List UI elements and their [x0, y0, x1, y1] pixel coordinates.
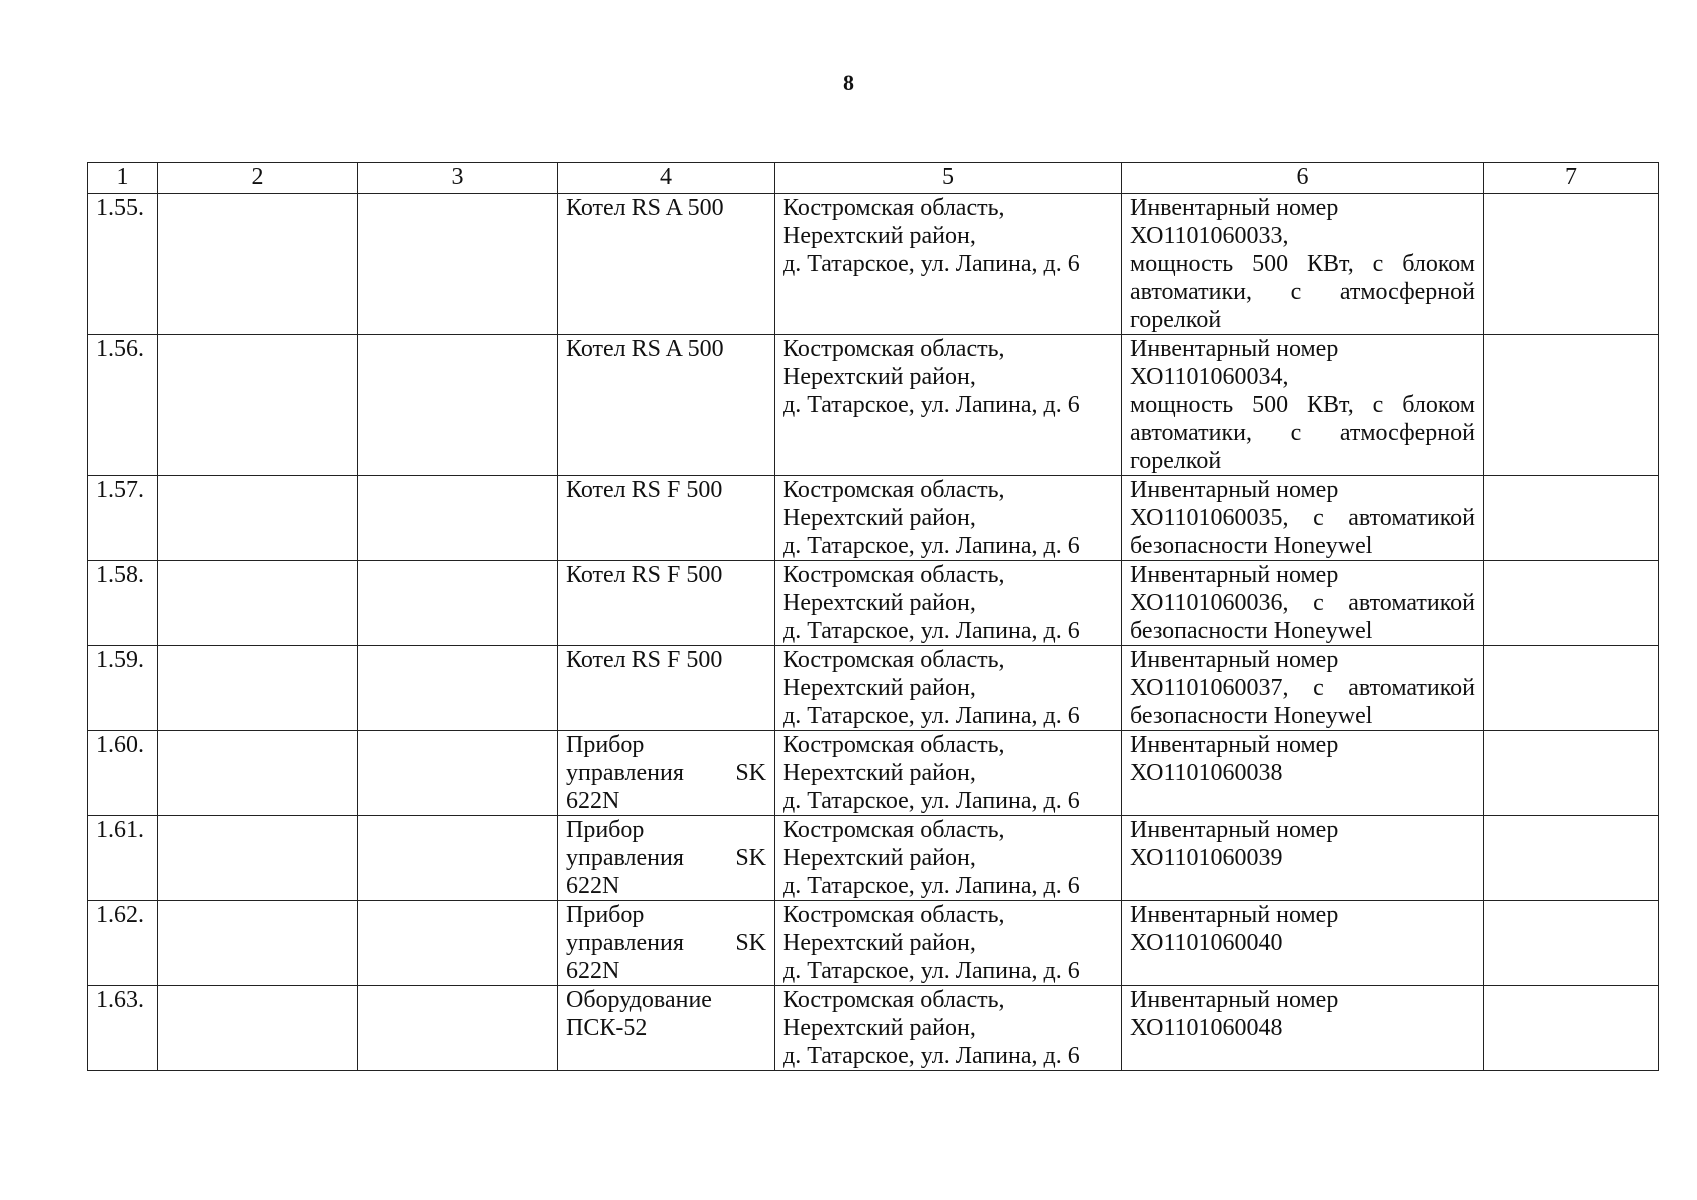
table-row — [88, 816, 1659, 901]
object-address — [775, 335, 1122, 476]
column-3-cell — [358, 901, 558, 986]
column-2-cell — [158, 194, 358, 335]
description-line: ХО1101060039 — [1130, 845, 1283, 871]
column-3-cell — [358, 816, 558, 901]
column-7-cell — [1484, 986, 1659, 1071]
column-7-cell — [1484, 561, 1659, 646]
column-number: 3 — [358, 163, 558, 194]
table-row — [88, 476, 1659, 561]
object-address — [775, 986, 1122, 1071]
column-3-cell — [358, 476, 558, 561]
description-line: Инвентарный номер — [1130, 195, 1339, 221]
object-address — [775, 561, 1122, 646]
column-number: 4 — [558, 163, 775, 194]
description-line: ХО1101060033, — [1130, 223, 1289, 249]
column-3-cell — [358, 646, 558, 731]
address-line: Нерехтский район, — [783, 590, 976, 616]
column-7-cell — [1484, 731, 1659, 816]
object-name: Котел RS F 500 — [558, 646, 775, 731]
address-line: Костромская область, — [783, 336, 1005, 362]
object-address — [775, 901, 1122, 986]
column-number-row — [88, 163, 1659, 194]
description-line: Инвентарный номер — [1130, 732, 1339, 758]
address-line: Костромская область, — [783, 987, 1005, 1013]
object-description — [1122, 901, 1484, 986]
row-number: 1.61. — [88, 816, 158, 901]
address-line: д. Татарское, ул. Лапина, д. 6 — [783, 788, 1080, 814]
object-name: Прибор управления SK 622N — [558, 731, 775, 816]
row-number: 1.63. — [88, 986, 158, 1071]
table-row — [88, 646, 1659, 731]
object-name: Прибор управления SK 622N — [558, 816, 775, 901]
object-name: Котел RS A 500 — [558, 335, 775, 476]
object-name: Прибор управления SK 622N — [558, 901, 775, 986]
page-number: 8 — [843, 70, 854, 95]
column-3-cell — [358, 194, 558, 335]
column-3-cell — [358, 986, 558, 1071]
property-table — [87, 162, 1659, 1071]
object-address — [775, 194, 1122, 335]
object-address — [775, 476, 1122, 561]
description-line: мощность 500 КВт, с блоком автоматики, с атмосферной горелкой — [1130, 251, 1475, 333]
column-number: 6 — [1122, 163, 1484, 194]
object-name: Котел RS A 500 — [558, 194, 775, 335]
column-3-cell — [358, 561, 558, 646]
description-line: ХО1101060036, с автоматикой безопасности Honeywel — [1130, 590, 1475, 644]
column-7-cell — [1484, 646, 1659, 731]
row-number: 1.59. — [88, 646, 158, 731]
description-line: Инвентарный номер — [1130, 902, 1339, 928]
table-row — [88, 731, 1659, 816]
description-line: мощность 500 КВт, с блоком автоматики, с атмосферной горелкой — [1130, 392, 1475, 474]
address-line: д. Татарское, ул. Лапина, д. 6 — [783, 703, 1080, 729]
object-name: Котел RS F 500 — [558, 476, 775, 561]
row-number: 1.62. — [88, 901, 158, 986]
column-2-cell — [158, 335, 358, 476]
object-description — [1122, 986, 1484, 1071]
column-2-cell — [158, 476, 358, 561]
column-7-cell — [1484, 335, 1659, 476]
address-line: д. Татарское, ул. Лапина, д. 6 — [783, 392, 1080, 418]
address-line: д. Татарское, ул. Лапина, д. 6 — [783, 251, 1080, 277]
column-7-cell — [1484, 194, 1659, 335]
object-description — [1122, 194, 1484, 335]
row-number: 1.60. — [88, 731, 158, 816]
column-number: 7 — [1484, 163, 1659, 194]
table-row — [88, 194, 1659, 335]
column-2-cell — [158, 986, 358, 1071]
address-line: д. Татарское, ул. Лапина, д. 6 — [783, 533, 1080, 559]
description-line: Инвентарный номер — [1130, 987, 1339, 1013]
address-line: д. Татарское, ул. Лапина, д. 6 — [783, 1043, 1080, 1069]
column-3-cell — [358, 731, 558, 816]
address-line: Костромская область, — [783, 477, 1005, 503]
description-line: Инвентарный номер — [1130, 336, 1339, 362]
column-3-cell — [358, 335, 558, 476]
object-description — [1122, 561, 1484, 646]
object-description — [1122, 816, 1484, 901]
description-line: Инвентарный номер — [1130, 477, 1339, 503]
address-line: Костромская область, — [783, 732, 1005, 758]
row-number: 1.56. — [88, 335, 158, 476]
address-line: д. Татарское, ул. Лапина, д. 6 — [783, 958, 1080, 984]
address-line: Костромская область, — [783, 195, 1005, 221]
description-line: Инвентарный номер — [1130, 647, 1339, 673]
description-line: Инвентарный номер — [1130, 562, 1339, 588]
address-line: Нерехтский район, — [783, 505, 976, 531]
object-name: Оборудование ПСК-52 — [558, 986, 775, 1071]
address-line: Нерехтский район, — [783, 675, 976, 701]
column-2-cell — [158, 901, 358, 986]
description-line: Инвентарный номер — [1130, 817, 1339, 843]
column-2-cell — [158, 561, 358, 646]
address-line: Нерехтский район, — [783, 845, 976, 871]
column-2-cell — [158, 646, 358, 731]
column-7-cell — [1484, 901, 1659, 986]
column-2-cell — [158, 816, 358, 901]
address-line: д. Татарское, ул. Лапина, д. 6 — [783, 618, 1080, 644]
address-line: Нерехтский район, — [783, 1015, 976, 1041]
column-7-cell — [1484, 476, 1659, 561]
description-line: ХО1101060038 — [1130, 760, 1283, 786]
column-number: 5 — [775, 163, 1122, 194]
object-description — [1122, 731, 1484, 816]
object-address — [775, 646, 1122, 731]
object-address — [775, 731, 1122, 816]
row-number: 1.57. — [88, 476, 158, 561]
object-address — [775, 816, 1122, 901]
table-row — [88, 335, 1659, 476]
object-description — [1122, 476, 1484, 561]
address-line: Костромская область, — [783, 817, 1005, 843]
row-number: 1.58. — [88, 561, 158, 646]
column-2-cell — [158, 731, 358, 816]
column-7-cell — [1484, 816, 1659, 901]
description-line: ХО1101060034, — [1130, 364, 1289, 390]
description-line: ХО1101060035, с автоматикой безопасности Honeywel — [1130, 505, 1475, 559]
description-line: ХО1101060037, с автоматикой безопасности Honeywel — [1130, 675, 1475, 729]
description-line: ХО1101060048 — [1130, 1015, 1283, 1041]
address-line: Нерехтский район, — [783, 223, 976, 249]
object-description — [1122, 646, 1484, 731]
address-line: Нерехтский район, — [783, 364, 976, 390]
address-line: Нерехтский район, — [783, 760, 976, 786]
address-line: Нерехтский район, — [783, 930, 976, 956]
table-row — [88, 561, 1659, 646]
description-line: ХО1101060040 — [1130, 930, 1283, 956]
table-row — [88, 901, 1659, 986]
table-row — [88, 986, 1659, 1071]
row-number: 1.55. — [88, 194, 158, 335]
address-line: Костромская область, — [783, 647, 1005, 673]
address-line: д. Татарское, ул. Лапина, д. 6 — [783, 873, 1080, 899]
object-name: Котел RS F 500 — [558, 561, 775, 646]
object-description — [1122, 335, 1484, 476]
column-number: 2 — [158, 163, 358, 194]
address-line: Костромская область, — [783, 562, 1005, 588]
address-line: Костромская область, — [783, 902, 1005, 928]
column-number: 1 — [88, 163, 158, 194]
